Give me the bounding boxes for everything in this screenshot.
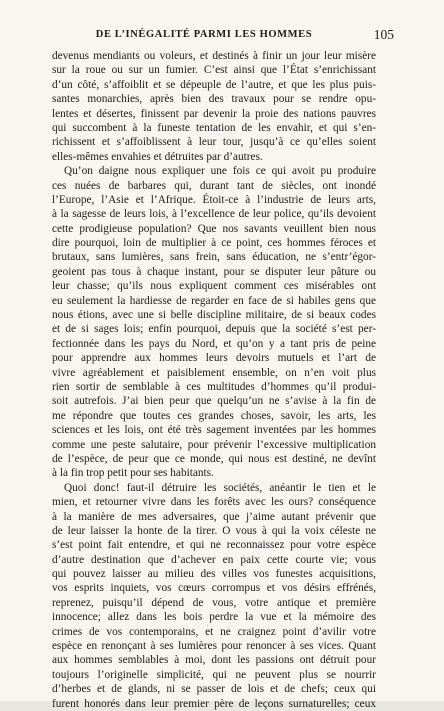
text-line: à la fin trop petit pour ses habitants. <box>52 467 214 480</box>
text-line: nous étions, avec une si belle discipline militaire, de si beaux codes <box>52 309 376 322</box>
text-line: cette prodigieuse population? Que nos savants veuillent bien nous <box>52 222 376 235</box>
text-line: et de si sages lois; enfin pourquoi, depuis que la société s’est per- <box>52 323 376 336</box>
text-line: elles-mêmes envahies et détruites par d’autres. <box>52 150 263 163</box>
text-line: innocence; allez dans les bois perdre la vue et la mémoire des <box>52 611 376 624</box>
text-line: Qu’on daigne nous expliquer une fois ce qui avoit pu produire <box>64 165 376 178</box>
text-line: richissent et s’affoiblissent à leur tour, jusqu’à ce qu’elles soient <box>52 136 376 149</box>
text-line: eu seulement la hardiesse de regarder en face de si habiles gens que <box>52 294 376 307</box>
text-line: de l’espèce, de peur que ce monde, qui nous est destiné, ne devînt <box>52 452 376 465</box>
text-line: dire pourquoi, loin de multiplier à ce point, ces hommes féroces et <box>52 237 376 250</box>
text-line: reprenez, puisqu’il dépend de vous, votre antique et première <box>52 596 376 609</box>
text-line: comme une peste salutaire, pour prévenir l’excessive multiplication <box>52 438 376 451</box>
text-line: santes monarchies, après bien des travaux pour se rendre opu- <box>52 93 376 106</box>
text-line: fectionnée dans les pays du Nord, et qu’on y a tant pris de peine <box>52 337 376 350</box>
text-line: rien sortir de semblable à ces multitudes d’hommes qu’il produi- <box>52 380 376 393</box>
text-line: qui pouvez laisser au milieu des villes vos funestes acquisitions, <box>52 568 376 581</box>
text-line: d’autre destination que d’achever en paix cette courte vie; vous <box>52 553 376 566</box>
text-line: geoient pas tous à chaque instant, pour se disputer leur pâture ou <box>52 265 376 278</box>
text-line: espèce en renonçant à ses lumières pour renoncer à ses vices. Quant <box>52 640 376 653</box>
text-line: aux hommes semblables à moi, dont les passions ont détruit pour <box>52 654 376 667</box>
text-line: sur la roue ou sur un fumier. C’est ainsi que l’État s’enrichissant <box>52 64 376 77</box>
text-line: leur chasse; qu’ils nous expliquent comment ces misérables ont <box>52 280 376 293</box>
text-line: de leur laisser la honte de la tirer. O vous à qui la voix céleste ne <box>52 524 376 537</box>
text-line: lentes et désertes, finissent par devenir la proie des nations pauvres <box>52 107 376 120</box>
text-line: brutaux, sans lumières, sans frein, sans éducation, ne s’entr’égor- <box>52 251 376 264</box>
text-line: vivre agréablement et paisiblement ensemble, on n’en voit plus <box>52 366 376 379</box>
text-line: qui succombent à la funeste tentation de les envahir, et qui s’en- <box>52 121 376 134</box>
text-line: sciences et les lois, ont été très sagement inventées par les hommes <box>52 424 376 437</box>
text-line: devenus mendiants ou voleurs, et destinés à finir un jour leur misère <box>52 50 376 62</box>
text-line: à la sagesse de leurs lois, à l’excellence de leur police, qu’ils devoient <box>52 208 376 221</box>
text-line: toujours l’originelle simplicité, qui ne peuvent plus se nourrir <box>52 668 376 681</box>
text-line: me répondre que toutes ces grandes choses, savoir, les arts, les <box>52 409 376 422</box>
page-number: 105 <box>373 27 394 42</box>
body-text <box>52 49 376 711</box>
text-line: ces nuées de barbares qui, durant tant de siècles, ont inondé <box>52 179 376 192</box>
text-line: mien, et retourner vivre dans les forêts avec les ours? conséquence <box>52 496 376 509</box>
text-line: soit autrefois. J’ai bien peur que quelqu’un ne s’avise à la fin de <box>52 395 376 408</box>
text-line: à la manière de mes adversaires, que j’aime autant prévenir que <box>52 510 376 523</box>
text-line: furent honorés dans leur premier père de leçons surnaturelles; ceux <box>52 697 376 710</box>
text-line: s’est point fait entendre, et qui ne reconnaissez pour votre espèce <box>52 539 376 552</box>
text-line: pour apprendre aux hommes leurs devoirs mutuels et l’art de <box>52 352 376 365</box>
running-head <box>52 27 394 45</box>
text-line: l’Europe, l’Asie et l’Afrique. Étoit-ce à l’industrie de leurs arts, <box>52 193 376 206</box>
text-line: vos esprits inquiets, vos cœurs corrompus et vos désirs effrénés, <box>52 582 376 595</box>
text-line: d’un côté, s’affoiblit et se dépeuple de l’autre, et que les plus puis- <box>52 78 376 91</box>
text-line: crimes de vos contemporains, et ne craignez point d’avilir votre <box>52 625 376 638</box>
text-line: Quoi donc! faut-il détruire les sociétés, anéantir le tien et le <box>64 481 376 494</box>
running-title: DE L’INÉGALITÉ PARMI LES HOMMES <box>95 29 313 40</box>
text-line: d’herbes et de glands, ni se passer de lois et de chefs; ceux qui <box>52 683 376 696</box>
